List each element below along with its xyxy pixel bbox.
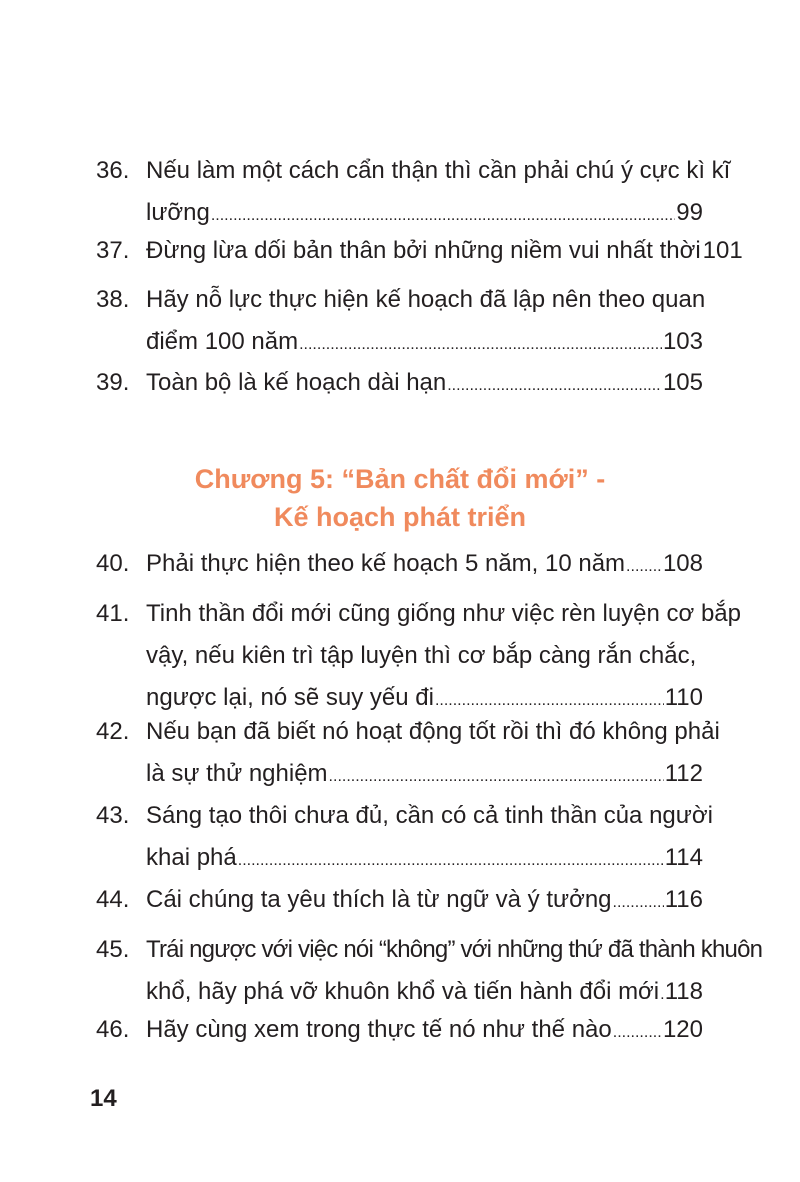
page-number: 14 [90,1085,117,1112]
entry-page-number: 110 [664,684,703,711]
dot-leader [238,837,664,882]
toc-entry-46 [96,1009,703,1054]
dot-leader [447,362,662,407]
dot-leader [299,321,662,366]
entry-page-number: 99 [676,199,703,226]
entry-page-number: 108 [662,550,703,577]
chapter-title-line-2: Kế hoạch phát triển [273,502,527,532]
entry-page-number: 118 [664,978,703,1005]
entry-title-line: lưỡng [146,199,210,226]
entry-number: 38. [96,286,130,313]
entry-title-line: Hãy cùng xem trong thực tế nó như thế nào [146,1016,612,1043]
toc-entry-39 [96,362,703,407]
entry-title-line: Nếu làm một cách cẩn thận thì cần phải chú ý cực kì kĩ [146,157,731,184]
entry-number: 43. [96,802,130,829]
toc-entry-38 [96,279,706,366]
entry-page-number: 103 [662,328,703,355]
entry-number: 42. [96,718,130,745]
entry-title-line: vậy, nếu kiên trì tập luyện thì cơ bắp càng rắn chắc, [146,642,697,669]
toc-entry-44 [96,879,703,924]
entry-title-line: ngược lại, nó sẽ suy yếu đi [146,684,434,711]
entry-title-line: điểm 100 năm [146,328,299,355]
chapter-heading [0,460,800,536]
entry-page-number: 101 [702,237,743,264]
dot-leader [613,879,664,924]
entry-title-line: Tinh thần đổi mới cũng giống như việc rèn luyện cơ bắp [146,600,741,627]
entry-number: 41. [96,600,130,627]
dot-leader [329,753,664,798]
entry-page-number: 116 [664,886,703,913]
entry-title-line: Đừng lừa dối bản thân bởi những niềm vui nhất thời [146,237,701,264]
toc-entry-42 [96,711,720,798]
entry-number: 40. [96,550,130,577]
entry-title-line: Nếu bạn đã biết nó hoạt động tốt rồi thì đó không phải [146,718,720,745]
entry-title-line: khai phá [146,844,237,871]
entry-title-line: Cái chúng ta yêu thích là từ ngữ và ý tưởng [146,886,612,913]
toc-entry-41 [96,593,741,722]
entry-title-line: là sự thử nghiệm [146,760,328,787]
entry-title-line: Trái ngược với việc nói “không” với những thứ đã thành khuôn [146,936,763,963]
toc-entry-37 [96,230,743,275]
entry-number: 46. [96,1016,130,1043]
entry-title-line: Hãy nỗ lực thực hiện kế hoạch đã lập nên theo quan [146,286,706,313]
chapter-title-line-1: Chương 5: “Bản chất đổi mới” - [194,464,606,494]
entry-number: 36. [96,157,130,184]
dot-leader [626,543,662,588]
entry-number: 39. [96,369,130,396]
entry-title-line: Toàn bộ là kế hoạch dài hạn [146,369,447,396]
entry-number: 44. [96,886,130,913]
entry-title-line: Sáng tạo thôi chưa đủ, cần có cả tinh thần của người [146,802,713,829]
dot-leader [613,1009,662,1054]
entry-page-number: 112 [664,760,703,787]
entry-number: 45. [96,936,130,963]
entry-page-number: 105 [662,369,703,396]
toc-entry-40 [96,543,703,588]
entry-page-number: 114 [664,844,703,871]
entry-title-line: khổ, hãy phá vỡ khuôn khổ và tiến hành đổi mới [146,978,660,1005]
entry-number: 37. [96,237,130,264]
toc-entry-36 [96,150,731,237]
entry-page-number: 120 [662,1016,703,1043]
toc-entry-45 [96,929,763,1016]
entry-title-line: Phải thực hiện theo kế hoạch 5 năm, 10 năm [146,550,626,577]
toc-entry-43 [96,795,713,882]
